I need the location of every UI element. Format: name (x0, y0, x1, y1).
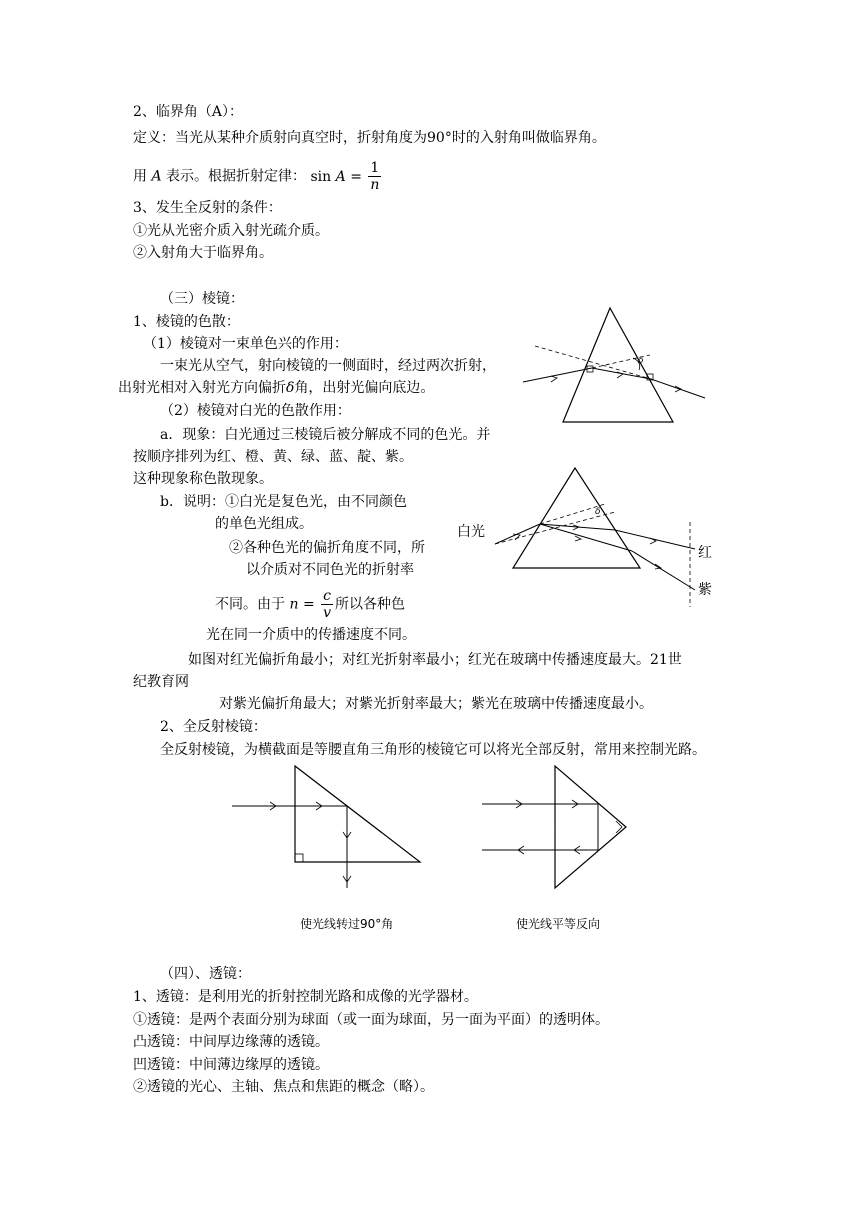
phenomenon-3: 这种现象称色散现象。 (133, 471, 273, 487)
delta-label-2: δ (595, 507, 601, 517)
summary-1: 如图对红光偏折角最小；对红光折射率最小；红光在玻璃中传播速度最大。21世 (188, 652, 682, 668)
red-label: 红 (698, 545, 712, 561)
prism-reverse-diagram (480, 760, 640, 940)
convex-lens: 凸透镜：中间厚边缘薄的透镜。 (133, 1034, 329, 1050)
dispersion-heading: 1、棱镜的色散： (133, 314, 240, 330)
explain-2: 的单色光组成。 (215, 516, 313, 532)
lens-definition: 1、透镜：是利用光的折射控制光路和成像的光学器材。 (133, 989, 478, 1005)
phenomenon-2: 按顺序排列为红、橙、黄、绿、蓝、靛、紫。 (133, 449, 413, 465)
explain-5: 不同。由于 n = $\frac{c}{v}$ 所以各种色 (215, 588, 405, 621)
violet-label: 紫 (698, 582, 712, 598)
symbol-a: A (151, 168, 162, 185)
lens-section-title: （四）、透镜： (160, 966, 251, 982)
lens-item-1: ①透镜：是两个表面分别为球面（或一面为球面，另一面为平面）的透明体。 (133, 1012, 609, 1028)
explain-1: b．说明：①白光是复色光，由不同颜色 (160, 494, 407, 510)
prism-turn-90-diagram (230, 760, 430, 940)
explain-4: 以介质对不同色光的折射率 (246, 562, 414, 578)
white-heading: （2）棱镜对白光的色散作用： (160, 403, 351, 419)
summary-2: 对紫光偏折角最大；对紫光折射率最大；紫光在玻璃中传播速度最小。 (219, 696, 653, 712)
total-reflection-heading: 3、发生全反射的条件： (133, 200, 282, 216)
prism-monochrome-diagram (515, 300, 715, 430)
prism-dispersion-diagram (455, 462, 715, 612)
mono-heading: （1）棱镜对一束单色兴的作用： (143, 336, 348, 352)
prism-section-title: （三）棱镜： (160, 291, 244, 307)
condition-1: ①光从光密介质入射光疏介质。 (133, 223, 329, 239)
caption-left: 使光线转过90°角 (300, 917, 394, 931)
summary-1b: 纪教育网 (133, 674, 189, 690)
formula-fraction: $\frac{1}{n}$ (370, 160, 380, 193)
tr-prism-text: 全反射棱镜，为横截面是等腰直角三角形的棱镜它可以将光全部反射，常用来控制光路。 (160, 742, 706, 758)
critical-angle-formula-line (133, 160, 383, 193)
explain-6: 光在同一介质中的传播速度不同。 (206, 627, 416, 643)
critical-angle-definition: 定义：当光从某种介质射向真空时，折射角度为90°时的入射角叫做临界角。 (133, 130, 606, 146)
phenomenon-1: a．现象：白光通过三棱镜后被分解成不同的色光。并 (160, 427, 491, 443)
delta-label-1: δ (638, 356, 644, 366)
explain-3: ②各种色光的偏折角度不同，所 (229, 540, 425, 556)
critical-angle-heading: 2、临界角（A）： (133, 104, 244, 120)
concave-lens: 凹透镜：中间薄边缘厚的透镜。 (133, 1057, 329, 1073)
cv-fraction: $\frac{c}{v}$ (323, 588, 331, 621)
usage-post: 表示。根据折射定律： (166, 168, 307, 185)
caption-right: 使光线平等反向 (516, 917, 601, 931)
formula: sin A = $\frac{1}{n}$ (310, 160, 380, 193)
usage-pre: 用 (133, 168, 147, 185)
tr-prism-heading: 2、全反射棱镜： (160, 719, 267, 735)
mono-text-2: 出射光相对入射光方向偏折δ角，出射光偏向底边。 (118, 380, 435, 396)
mono-text-1: 一束光从空气，射向棱镜的一侧面时，经过两次折射， (160, 358, 496, 374)
lens-item-2: ②透镜的光心、主轴、焦点和焦距的概念（略）。 (133, 1079, 434, 1095)
white-light-label: 白光 (457, 524, 485, 540)
condition-2: ②入射角大于临界角。 (133, 245, 273, 261)
